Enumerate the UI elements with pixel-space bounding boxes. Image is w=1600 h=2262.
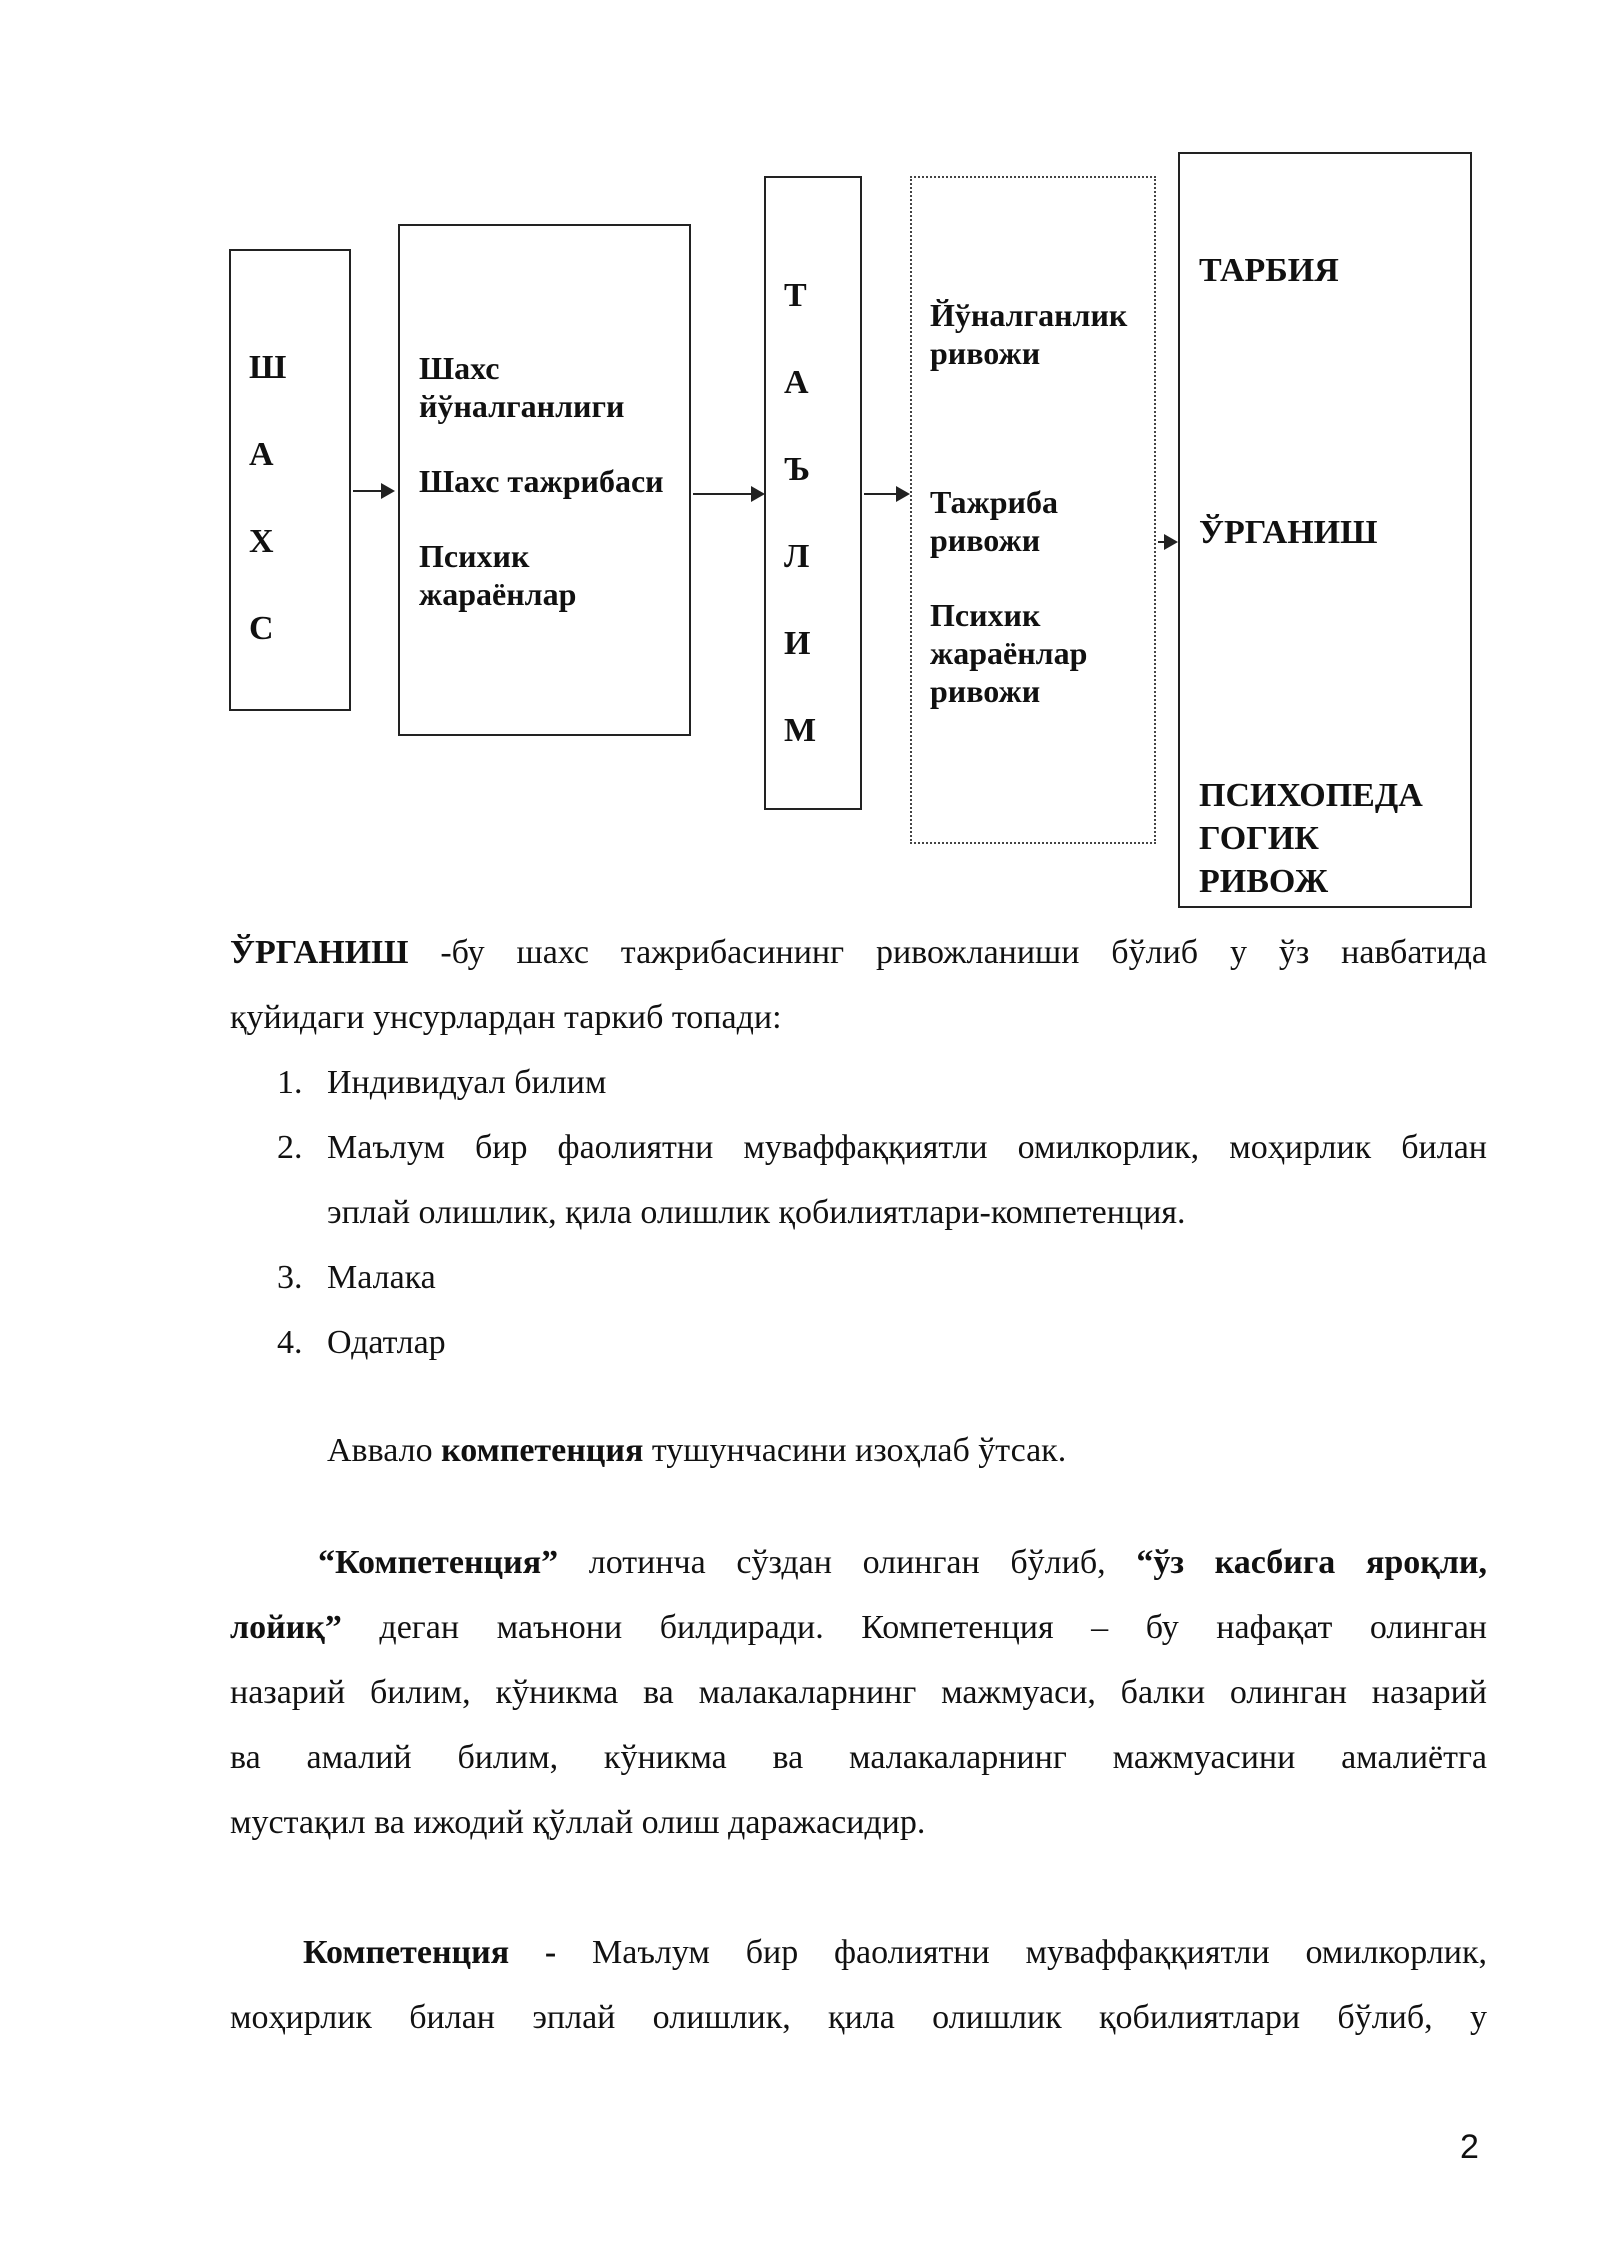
paragraph-line: “Компетенция” лотинча сўздан олинган бўлиб, “ўз касбига яроқли, xyxy=(318,1544,1487,1581)
page-number: 2 xyxy=(1460,2128,1479,2166)
box5-bottom-line: ПСИХОПЕДА xyxy=(1199,777,1423,814)
shakhs-letter: С xyxy=(249,610,274,647)
box2-line: жараёнлар xyxy=(419,576,577,612)
personality-traits-box xyxy=(398,224,691,736)
shakhs-letter: А xyxy=(249,436,274,473)
box4-line: жараёнлар xyxy=(930,635,1088,671)
talim-letter: Ъ xyxy=(784,451,811,488)
development-box xyxy=(910,176,1156,844)
box5-top: ТАРБИЯ xyxy=(1199,252,1339,289)
talim-letter: Т xyxy=(784,277,807,314)
box4-line: ривожи xyxy=(930,335,1041,371)
talim-letter: Л xyxy=(784,538,810,575)
urganish-paragraph xyxy=(230,920,1487,1050)
kompetensiya-paragraph xyxy=(230,1530,1487,1855)
avvalo-sentence: Аввало компетенция тушунчасини изоҳлаб ўтсак. xyxy=(327,1432,1067,1469)
box4-line: Психик xyxy=(930,597,1041,633)
talim-letter: И xyxy=(784,625,811,662)
paragraph-line: мустақил ва ижодий қўллай олиш даражасидир. xyxy=(230,1804,926,1841)
box2-line: йўналганлиги xyxy=(419,388,625,424)
paragraph-line: қуйидаги унсурлардан таркиб топади: xyxy=(230,999,782,1036)
box5-bottom-line: ГОГИК xyxy=(1199,820,1319,857)
arrow-right xyxy=(353,490,393,492)
paragraph-line: моҳирлик билан эплай олишлик, қила олишлик қобилиятлари бўлиб, у xyxy=(230,1999,1487,2036)
paragraph-line: ЎРГАНИШ -бу шахс тажрибасининг ривожланиши бўлиб у ўз навбатида xyxy=(230,934,1487,971)
box4-line: ривожи xyxy=(930,522,1041,558)
talim-box xyxy=(764,176,862,810)
flow-diagram xyxy=(0,0,1600,910)
shakhs-letter: Х xyxy=(249,523,274,560)
box4-line: Йўналганлик xyxy=(930,297,1128,333)
definition-paragraph xyxy=(230,1920,1487,2050)
paragraph-line: Компетенция - Маълум бир фаолиятни муваффаққиятли омилкорлик, xyxy=(303,1934,1488,1971)
paragraph-line: назарий билим, кўникма ва малакаларнинг мажмуаси, балки олинган назарий xyxy=(230,1674,1487,1711)
talim-letter: А xyxy=(784,364,809,401)
arrow-right xyxy=(693,493,763,495)
box2-line: Психик xyxy=(419,538,530,574)
shakhs-letter: Ш xyxy=(249,349,287,386)
shakhs-box xyxy=(229,249,351,711)
urganish-term: ЎРГАНИШ xyxy=(230,934,409,971)
box5-bottom-line: РИВОЖ xyxy=(1199,863,1329,900)
arrow-right xyxy=(864,493,908,495)
talim-letter: М xyxy=(784,712,817,749)
box4-line: Тажриба xyxy=(930,484,1058,520)
box4-line: ривожи xyxy=(930,673,1041,709)
box2-line: Шахс тажрибаси xyxy=(419,463,664,499)
kompetensiya-term: компетенция xyxy=(441,1432,644,1469)
arrow-right xyxy=(1158,541,1176,543)
paragraph-line: ва амалий билим, кўникма ва малакаларнинг мажмуасини амалиётга xyxy=(230,1739,1487,1776)
box5-middle: ЎРГАНИШ xyxy=(1199,514,1378,551)
box2-line: Шахс xyxy=(419,350,500,386)
outcomes-box xyxy=(1178,152,1472,908)
paragraph-line: лойиқ” деган маънони билдиради. Компетенция – бу нафақат олинган xyxy=(230,1609,1487,1646)
